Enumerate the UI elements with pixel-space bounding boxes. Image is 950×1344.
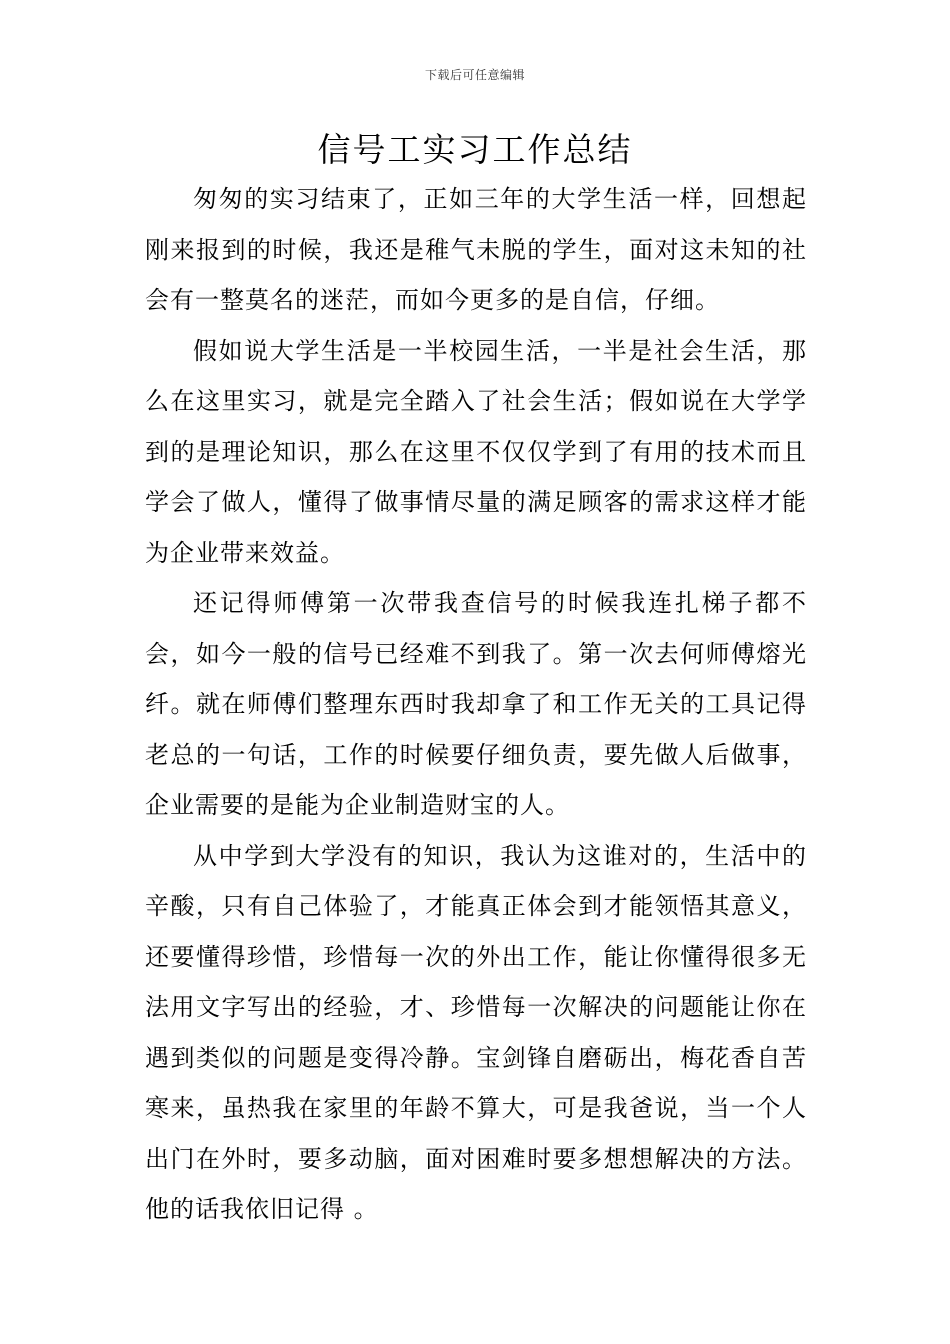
paragraph-4: 从中学到大学没有的知识，我认为这谁对的，生活中的辛酸，只有自己体验了，才能真正体会到才能领悟其意义，还要懂得珍惜，珍惜每一次的外出工作，能让你懂得很多无法用文字写出的经验，才、珍惜每一次解决的问题能让你在遇到类似的问题是变得冷静。宝剑锋自磨砺出，梅花香自苦寒来，虽热我在家里的年龄不算大，可是我爸说，当一个人出门在外时，要多动脑，面对困难时要多想想解决的方法。他的话我依旧记得 。 [145, 841, 807, 1223]
document-body [145, 174, 807, 1235]
header-note: 下载后可任意编辑 [424, 68, 525, 82]
paragraph-2: 假如说大学生活是一半校园生活，一半是社会生活，那么在这里实习，就是完全踏入了社会生活；假如说在大学学到的是理论知识，那么在这里不仅仅学到了有用的技术而且学会了做人，懂得了做事情尽量的满足顾客的需求这样才能为企业带来效益。 [145, 336, 807, 567]
document-title: 信号工实习工作总结 [317, 130, 633, 169]
paragraph-1: 匆匆的实习结束了，正如三年的大学生活一样，回想起刚来报到的时候，我还是稚气未脱的学生，面对这未知的社会有一整莫名的迷茫，而如今更多的是自信，仔细。 [145, 185, 807, 314]
paragraph-3: 还记得师傅第一次带我查信号的时候我连扎梯子都不会，如今一般的信号已经难不到我了。第一次去何师傅熔光纤。就在师傅们整理东西时我却拿了和工作无关的工具记得老总的一句话，工作的时候要仔细负责，要先做人后做事，企业需要的是能为企业制造财宝的人。 [145, 589, 807, 819]
